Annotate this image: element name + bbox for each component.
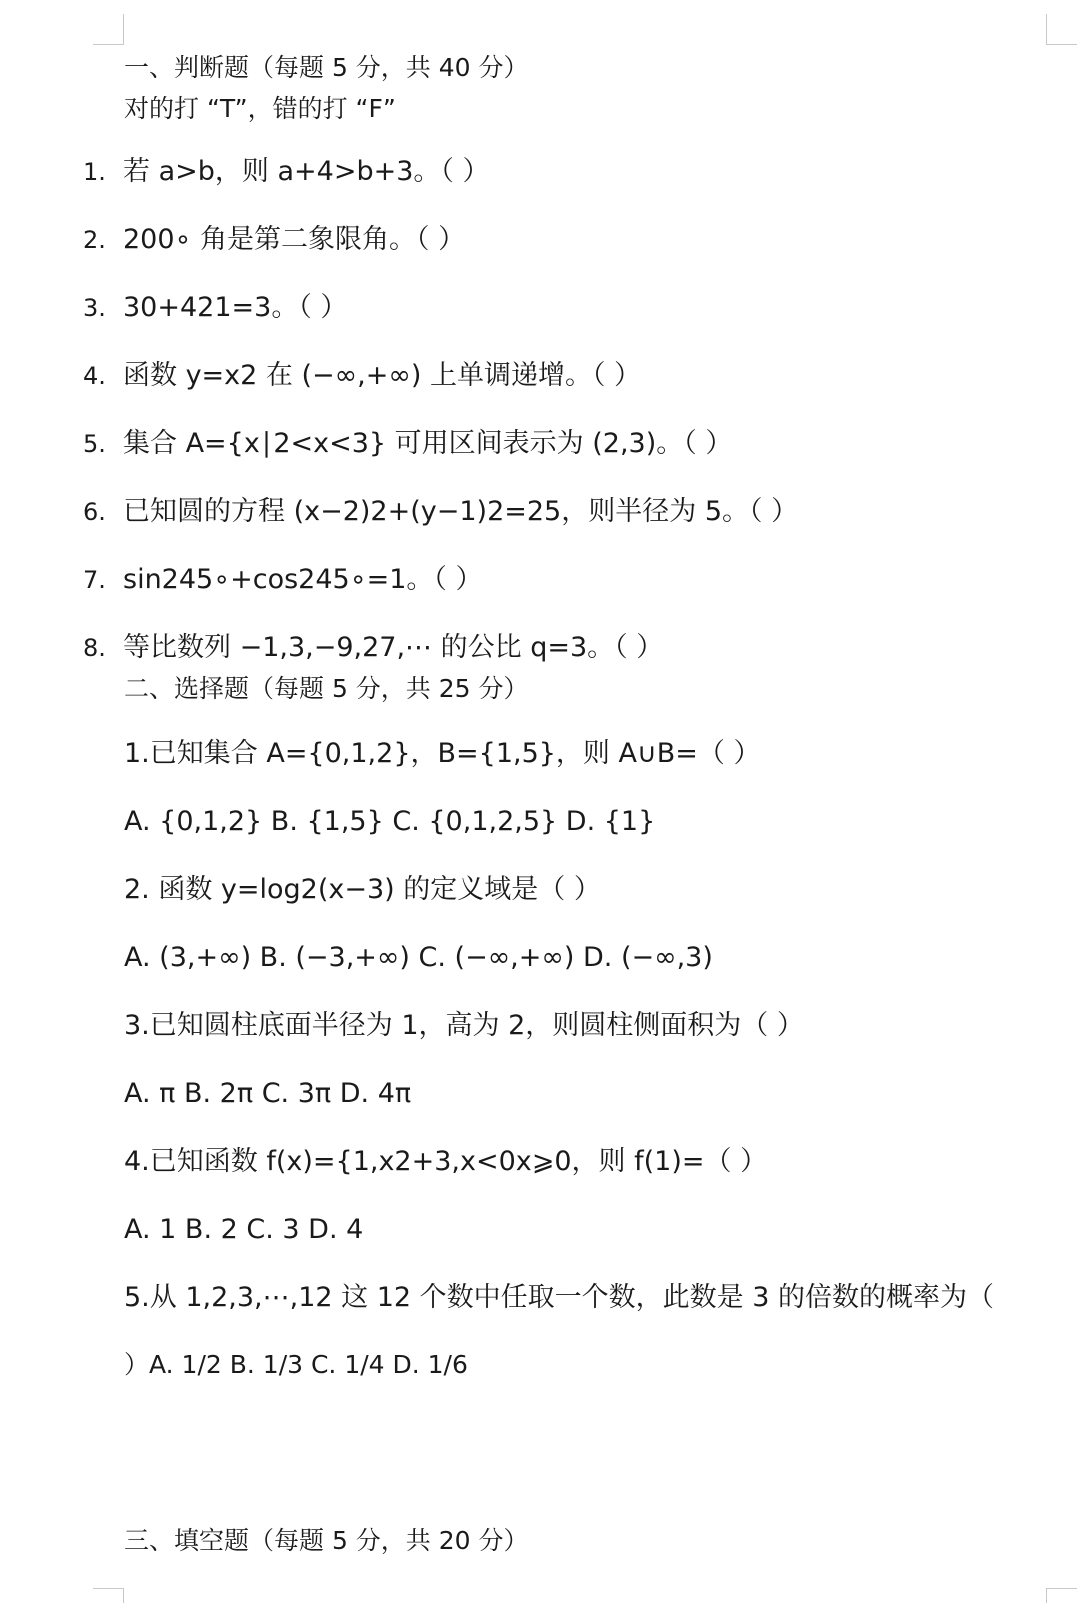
page-corner-top-right [1046, 14, 1077, 45]
question-text: 已知圆的方程 (x−2)2+(y−1)2=25，则半径为 5。（ ） [123, 496, 799, 527]
question-text: 200∘ 角是第二象限角。（ ） [123, 224, 466, 255]
mc-options-1: A. {0,1,2} B. {1,5} C. {0,1,2,5} D. {1} [124, 806, 656, 837]
question-number: 2. [83, 226, 106, 254]
mc-options-5: ）A. 1/2 B. 1/3 C. 1/4 D. 1/6 [124, 1350, 468, 1379]
tf-question-8 [83, 634, 663, 661]
mc-options-3: A. π B. 2π C. 3π D. 4π [124, 1078, 412, 1109]
question-number: 3. [83, 294, 106, 322]
tf-question-1 [83, 158, 489, 185]
section3-title: 三、填空题（每题 5 分，共 20 分） [124, 1526, 529, 1555]
question-number: 6. [83, 498, 106, 526]
question-text: 若 a>b，则 a+4>b+3。（ ） [123, 156, 490, 187]
section1-instruction: 对的打 “T”，错的打 “F” [124, 94, 396, 123]
question-number: 4. [83, 362, 106, 390]
question-text: 30+421=3。（ ） [123, 292, 348, 323]
tf-question-7 [83, 566, 483, 593]
question-text: 集合 A={x∣2<x<3} 可用区间表示为 (2,3)。（ ） [123, 428, 733, 459]
question-text: 函数 y=x2 在 (−∞,+∞) 上单调递增。（ ） [123, 360, 642, 391]
mc-options-4: A. 1 B. 2 C. 3 D. 4 [124, 1214, 364, 1245]
page-corner-top-left [93, 14, 124, 45]
question-number: 8. [83, 634, 106, 662]
mc-question-5: 5.从 1,2,3,⋯,12 这 12 个数中任取一个数，此数是 3 的倍数的概率为（ [124, 1282, 995, 1313]
question-text: sin245∘+cos245∘=1。（ ） [123, 564, 483, 595]
tf-question-6 [83, 498, 798, 525]
tf-question-4 [83, 362, 641, 389]
mc-question-2: 2. 函数 y=log2(x−3) 的定义域是（ ） [124, 874, 601, 905]
question-number: 7. [83, 566, 106, 594]
tf-question-3 [83, 294, 347, 321]
section1-title: 一、判断题（每题 5 分，共 40 分） [124, 53, 529, 82]
mc-question-4: 4.已知函数 f(x)={1,x2+3,x<0x⩾0，则 f(1)=（ ） [124, 1146, 768, 1177]
mc-options-2: A. (3,+∞) B. (−3,+∞) C. (−∞,+∞) D. (−∞,3) [124, 942, 713, 973]
question-number: 5. [83, 430, 106, 458]
mc-question-1: 1.已知集合 A={0,1,2}，B={1,5}，则 A∪B=（ ） [124, 738, 761, 769]
page-corner-bottom-right [1046, 1588, 1077, 1603]
tf-question-5 [83, 430, 732, 457]
tf-question-2 [83, 226, 465, 253]
page-corner-bottom-left [93, 1588, 124, 1603]
section2-title: 二、选择题（每题 5 分，共 25 分） [124, 674, 529, 703]
question-number: 1. [83, 158, 106, 186]
mc-question-3: 3.已知圆柱底面半径为 1，高为 2，则圆柱侧面积为（ ） [124, 1010, 804, 1041]
question-text: 等比数列 −1,3,−9,27,⋯ 的公比 q=3。（ ） [123, 632, 664, 663]
